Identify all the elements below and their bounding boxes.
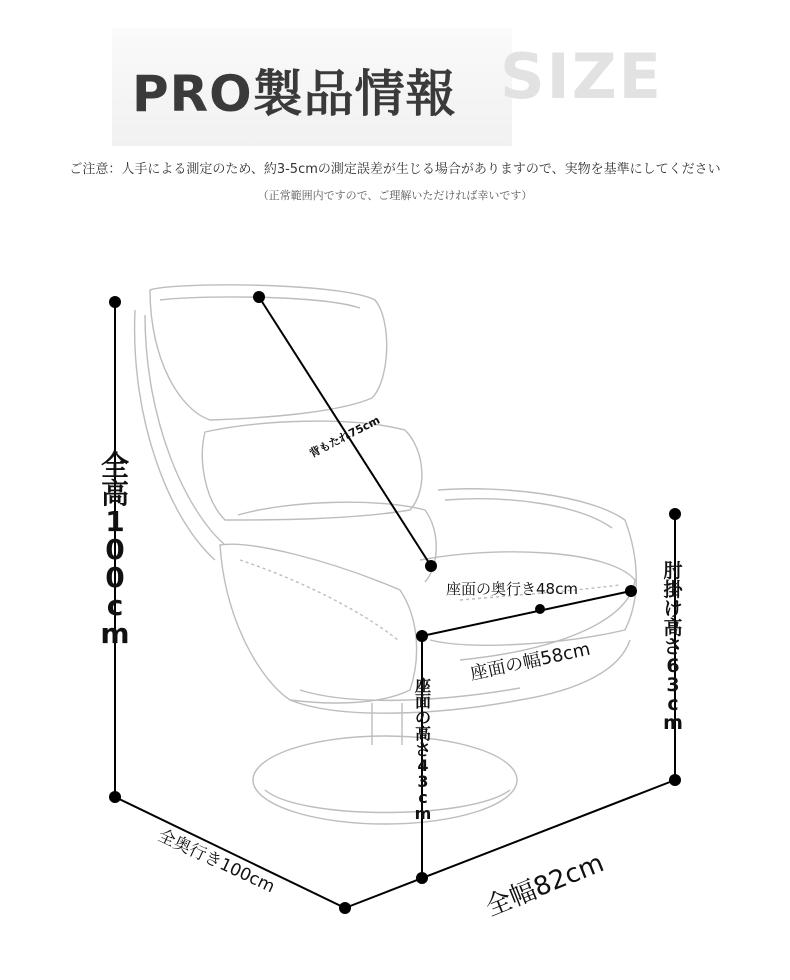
seat-height-label: 座 面 の 高 さ 4 3 c m [414, 676, 432, 823]
dimension-lines [115, 297, 675, 908]
backrest-label: 背もたれ75cm [307, 413, 383, 461]
chair-illustration [135, 285, 637, 824]
measurement-notice-sub: （正常範囲内ですので、ご理解いただければ幸いです） [257, 189, 533, 202]
total-height-label: 全 高 1 0 0 c m [100, 449, 130, 650]
armrest-height-label: 肘 掛 け 高 さ 6 3 c m [663, 560, 683, 734]
measurement-notice: ご注意：人手による測定のため、約3-5cmの測定誤差が生じる場合がありますので、実物を基準にしてください [69, 162, 721, 177]
seat-depth-label: 座面の奥行き48cm [446, 580, 578, 598]
size-heading: SIZE [500, 40, 664, 113]
dimension-points [109, 291, 681, 914]
total-width-label: 全幅82cm [481, 848, 609, 923]
seat-width-label: 座面の幅58cm [468, 638, 593, 685]
page-title: PRO製品情報 [132, 65, 457, 123]
total-depth-label: 全奥行き100cm [154, 825, 278, 898]
